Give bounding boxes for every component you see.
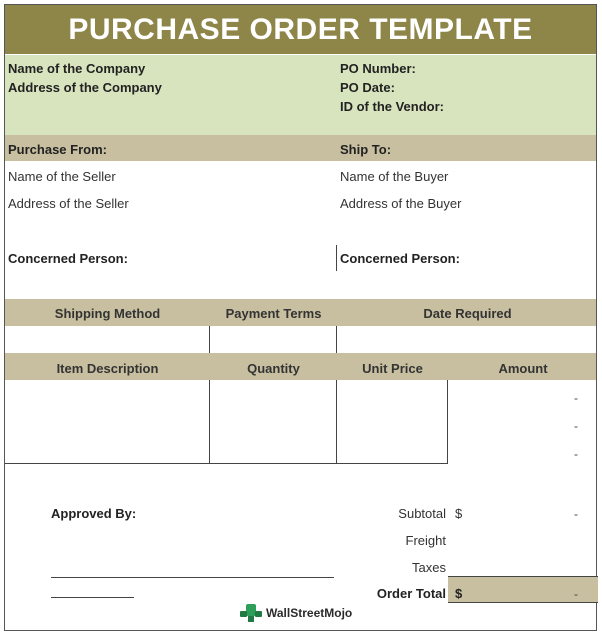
order-total-value: - bbox=[574, 587, 578, 601]
seller-contact-label: Concerned Person: bbox=[8, 251, 128, 266]
purchase-order-sheet bbox=[4, 4, 597, 631]
seller-address: Address of the Seller bbox=[8, 196, 129, 211]
amount-cell: - bbox=[574, 447, 578, 461]
seller-name: Name of the Seller bbox=[8, 169, 116, 184]
amount-cell: - bbox=[574, 391, 578, 405]
buyer-contact-label: Concerned Person: bbox=[340, 251, 460, 266]
shipping-method-header: Shipping Method bbox=[54, 306, 161, 321]
vendor-id-label: ID of the Vendor: bbox=[340, 99, 444, 114]
unit-price-header: Unit Price bbox=[362, 361, 423, 376]
subtotal-label: Subtotal bbox=[398, 506, 446, 521]
order-total-label: Order Total bbox=[376, 586, 446, 601]
buyer-name: Name of the Buyer bbox=[340, 169, 449, 184]
page-title: PURCHASE ORDER TEMPLATE bbox=[5, 5, 596, 54]
shipping-values-row bbox=[5, 326, 596, 353]
freight-label: Freight bbox=[405, 533, 446, 548]
shipping-col-divider bbox=[336, 326, 337, 353]
subtotal-currency: $ bbox=[455, 506, 463, 521]
company-name-label: Name of the Company bbox=[8, 61, 146, 76]
quantity-header: Quantity bbox=[247, 361, 300, 376]
approval-signature-line bbox=[51, 577, 334, 578]
po-date-label: PO Date: bbox=[340, 80, 395, 95]
taxes-label: Taxes bbox=[412, 560, 446, 575]
items-col-divider bbox=[336, 380, 337, 463]
item-description-header: Item Description bbox=[56, 361, 159, 376]
brand-logo bbox=[240, 602, 352, 624]
date-required-header: Date Required bbox=[423, 306, 512, 321]
amount-cell: - bbox=[574, 419, 578, 433]
purchase-from-label: Purchase From: bbox=[8, 142, 107, 157]
payment-terms-header: Payment Terms bbox=[225, 306, 322, 321]
contact-divider bbox=[336, 245, 337, 271]
company-address-label: Address of the Company bbox=[8, 80, 162, 95]
order-total-currency: $ bbox=[455, 586, 463, 601]
po-number-label: PO Number: bbox=[340, 61, 416, 76]
subtotal-value: - bbox=[574, 507, 578, 521]
ship-to-label: Ship To: bbox=[340, 142, 392, 157]
approval-date-line bbox=[51, 597, 134, 598]
wallstreetmojo-logo-icon bbox=[240, 604, 262, 622]
items-col-divider bbox=[209, 380, 210, 463]
items-bottom-border bbox=[5, 463, 448, 464]
approved-by-label: Approved By: bbox=[51, 506, 137, 521]
logo-text: WallStreetMojo bbox=[266, 606, 353, 620]
shipping-col-divider bbox=[209, 326, 210, 353]
items-col-divider bbox=[447, 380, 448, 463]
buyer-address: Address of the Buyer bbox=[340, 196, 462, 211]
amount-header: Amount bbox=[498, 361, 548, 376]
